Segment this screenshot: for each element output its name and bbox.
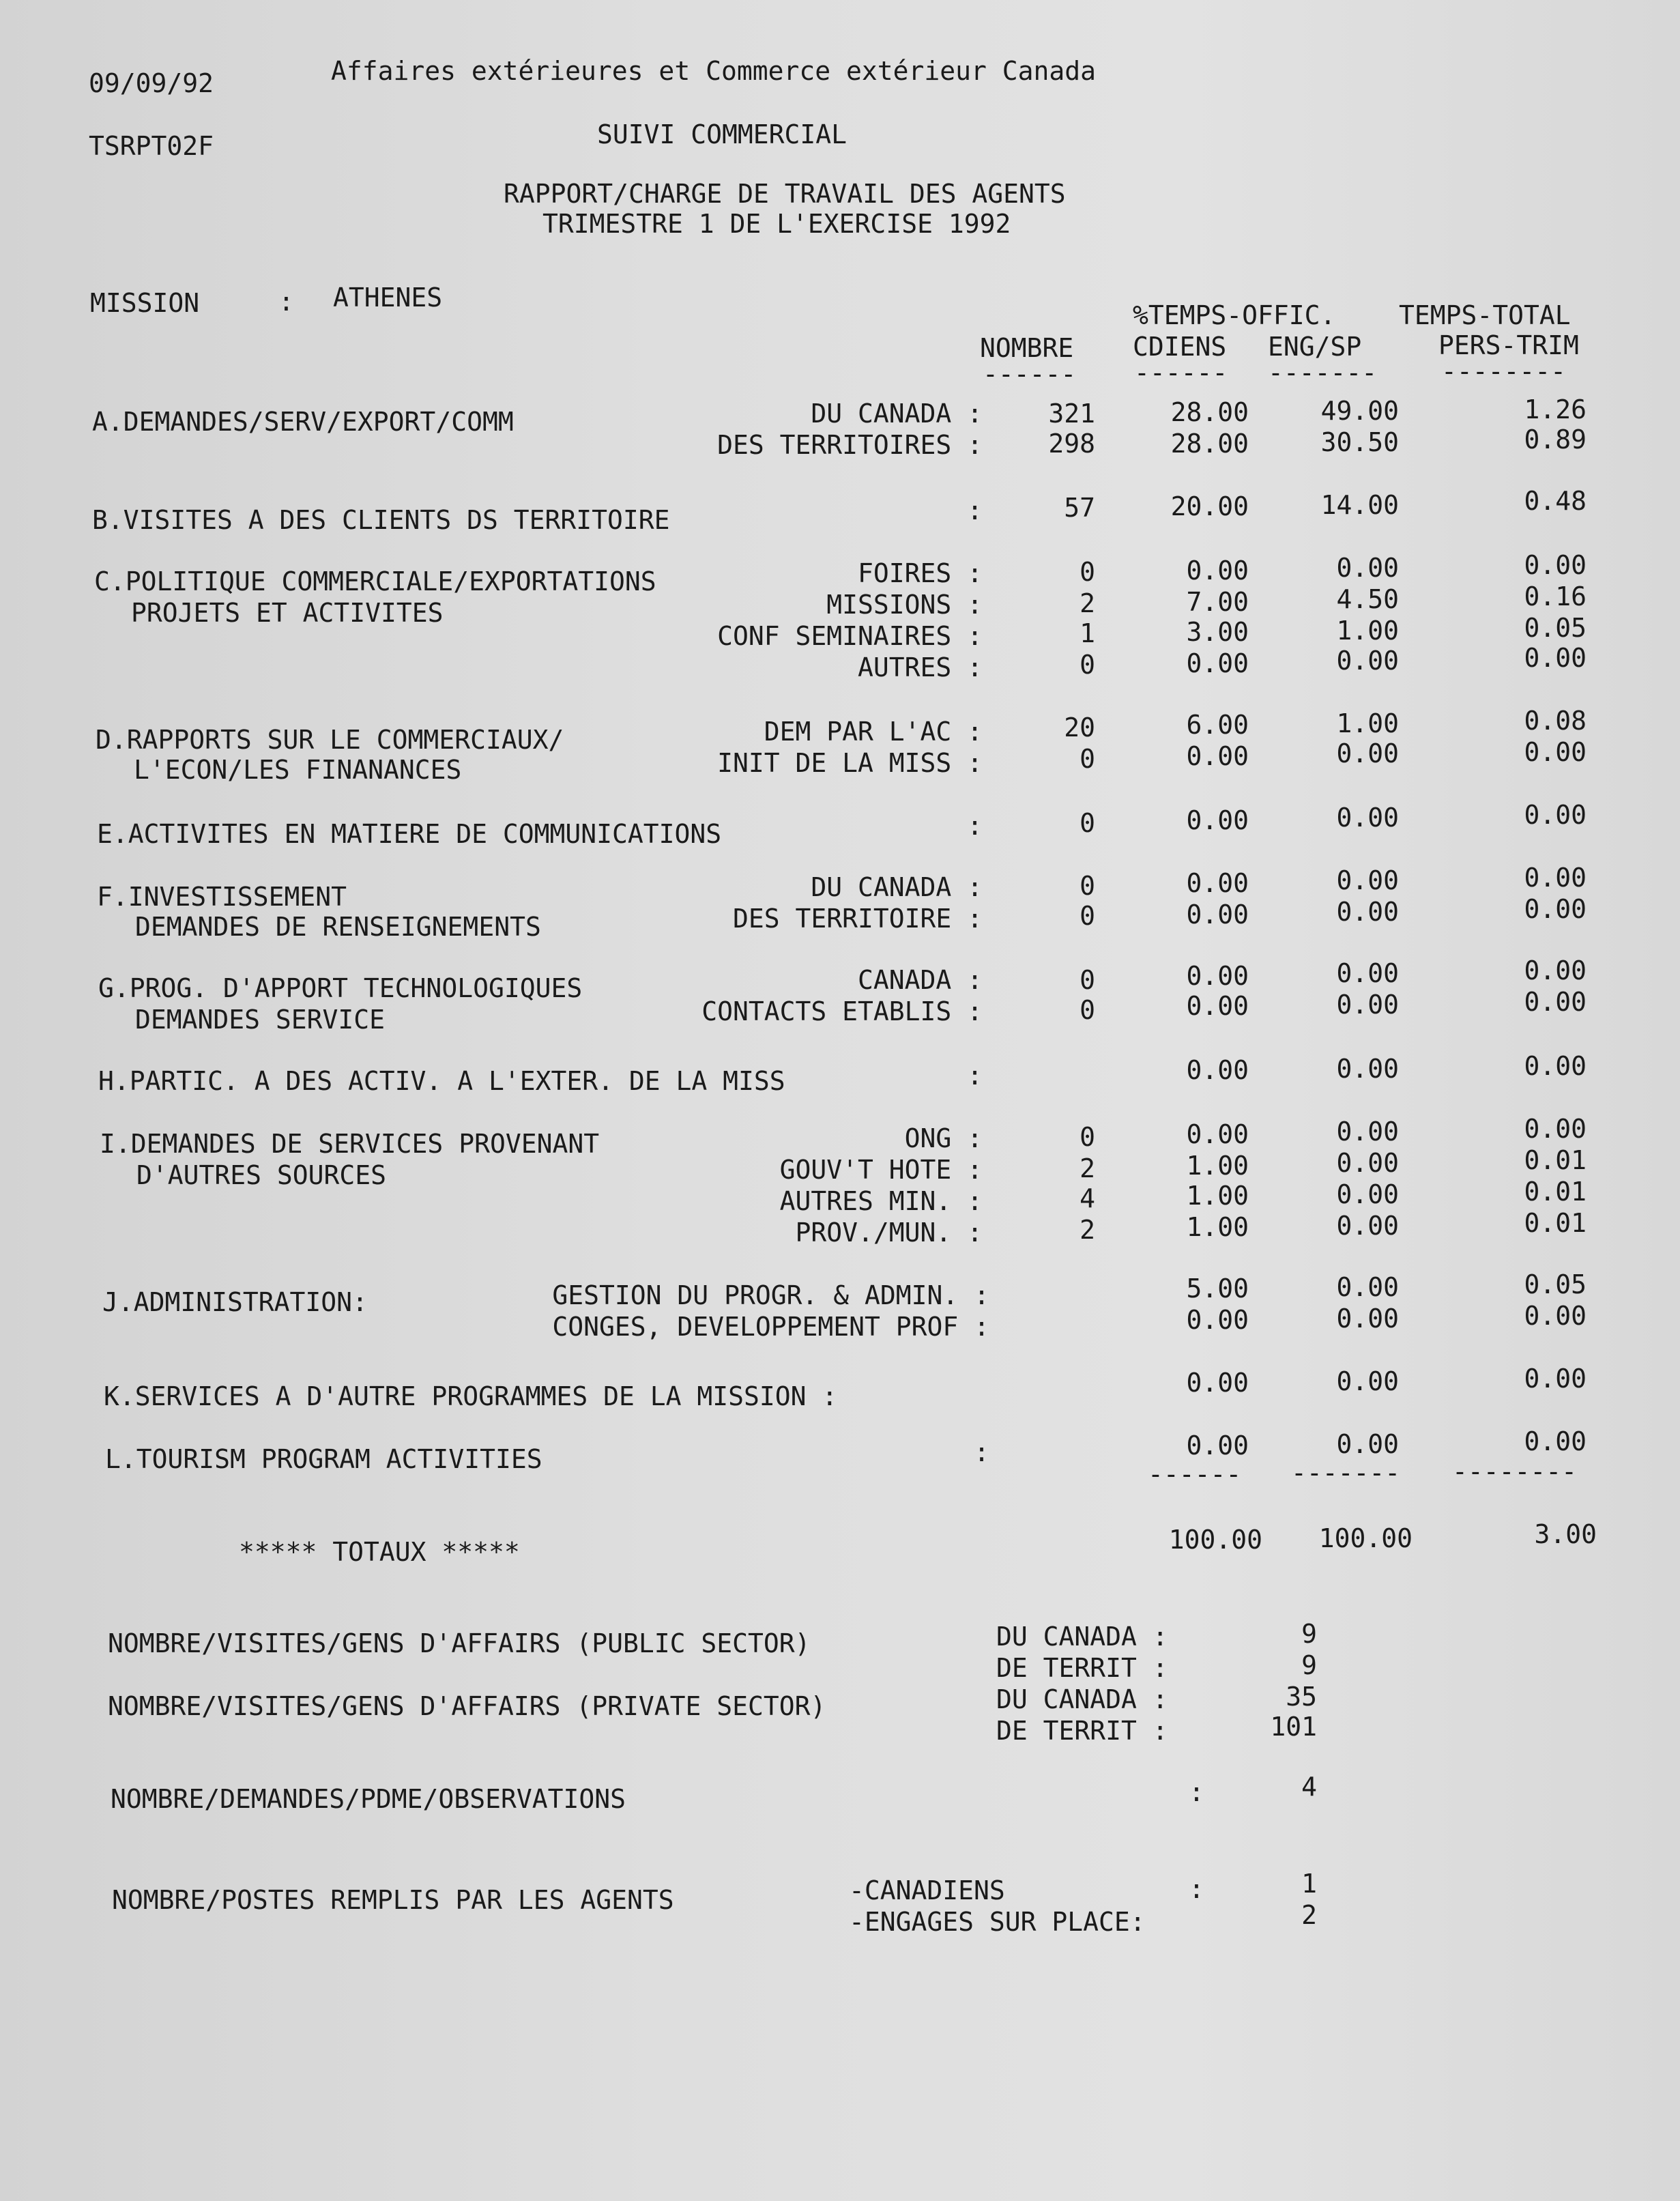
postes-engages-label: -ENGAGES SUR PLACE:: [849, 1907, 1146, 1937]
row-c1-cdiens: 0.00: [1186, 556, 1249, 586]
row-i1-sub: ONG :: [904, 1123, 983, 1153]
mission-separator: :: [278, 287, 294, 317]
row-k-perstrim: 0.00: [1524, 1364, 1587, 1394]
row-g1-engsp: 0.00: [1336, 958, 1399, 988]
row-f1-sub: DU CANADA :: [811, 872, 983, 902]
row-i1-cdiens: 0.00: [1186, 1119, 1249, 1149]
row-f-category: F.INVESTISSEMENT: [97, 882, 347, 912]
row-b-perstrim: 0.48: [1524, 486, 1587, 516]
totals-perstrim: 3.00: [1534, 1519, 1597, 1549]
row-b-engsp: 14.00: [1320, 490, 1399, 520]
col-header-engsp: ENG/SP: [1268, 332, 1362, 362]
row-g2-cdiens: 0.00: [1186, 991, 1249, 1021]
totals-dash-engsp: -------: [1291, 1458, 1401, 1488]
row-i-category-2: D'AUTRES SOURCES: [136, 1160, 387, 1190]
row-f1-nombre: 0: [1080, 871, 1095, 901]
row-i3-sub: AUTRES MIN. :: [779, 1186, 983, 1216]
row-i-category: I.DEMANDES DE SERVICES PROVENANT: [100, 1129, 600, 1159]
row-c4-sub: AUTRES :: [857, 652, 983, 682]
row-a1-perstrim: 1.26: [1524, 394, 1587, 425]
postes-engages-value: 2: [1301, 1900, 1317, 1930]
row-c1-nombre: 0: [1080, 557, 1095, 587]
row-b-cdiens: 20.00: [1170, 491, 1249, 521]
row-d1-perstrim: 0.08: [1524, 706, 1587, 736]
row-h-sub: :: [967, 1061, 983, 1091]
row-c1-perstrim: 0.00: [1524, 550, 1587, 580]
pdme-value: 4: [1301, 1772, 1317, 1802]
row-g2-perstrim: 0.00: [1524, 987, 1587, 1017]
postes-canadiens-label: -CANADIENS: [849, 1875, 1005, 1905]
row-d1-nombre: 20: [1064, 713, 1095, 743]
report-date: 09/09/92: [89, 68, 214, 98]
visits-public-canada-label: DU CANADA :: [996, 1622, 1168, 1652]
row-c3-nombre: 1: [1080, 618, 1095, 648]
row-d1-sub: DEM PAR L'AC :: [764, 717, 983, 747]
row-a2-sub: DES TERRITOIRES :: [717, 430, 983, 460]
row-g1-perstrim: 0.00: [1524, 955, 1587, 986]
row-i3-cdiens: 1.00: [1186, 1181, 1249, 1211]
mission-value: ATHENES: [333, 283, 443, 313]
row-a2-cdiens: 28.00: [1170, 429, 1249, 459]
row-e-perstrim: 0.00: [1524, 800, 1587, 830]
row-j2-engsp: 0.00: [1336, 1304, 1399, 1334]
row-i1-nombre: 0: [1080, 1122, 1095, 1152]
row-g1-sub: CANADA :: [857, 965, 983, 995]
row-i3-nombre: 4: [1080, 1183, 1095, 1213]
row-d2-engsp: 0.00: [1336, 738, 1399, 768]
row-c1-sub: FOIRES :: [857, 558, 983, 588]
row-d2-perstrim: 0.00: [1524, 737, 1587, 767]
system-name: SUIVI COMMERCIAL: [597, 119, 848, 149]
row-j2-cdiens: 0.00: [1186, 1305, 1249, 1335]
row-d2-nombre: 0: [1080, 744, 1095, 774]
row-b-sub: :: [967, 495, 983, 526]
totals-engsp: 100.00: [1318, 1523, 1413, 1553]
row-g2-sub: CONTACTS ETABLIS :: [701, 996, 983, 1026]
row-i1-perstrim: 0.00: [1524, 1114, 1587, 1144]
visits-private-label: NOMBRE/VISITES/GENS D'AFFAIRS (PRIVATE SECTOR): [108, 1691, 826, 1721]
row-b-nombre: 57: [1064, 493, 1095, 523]
row-a-category: A.DEMANDES/SERV/EXPORT/COMM: [92, 407, 514, 437]
col-header-temps-offic: %TEMPS-OFFIC.: [1133, 300, 1336, 330]
row-f2-engsp: 0.00: [1336, 897, 1399, 927]
row-c3-sub: CONF SEMINAIRES :: [717, 621, 983, 651]
row-e-category: E.ACTIVITES EN MATIERE DE COMMUNICATIONS: [97, 819, 722, 849]
row-h-category: H.PARTIC. A DES ACTIV. A L'EXTER. DE LA MISS: [98, 1066, 785, 1096]
row-c-category-2: PROJETS ET ACTIVITES: [131, 598, 444, 628]
visits-private-canada-label: DU CANADA :: [996, 1684, 1168, 1714]
row-l-perstrim: 0.00: [1524, 1426, 1587, 1456]
row-g1-nombre: 0: [1080, 965, 1095, 995]
row-a1-nombre: 321: [1048, 399, 1095, 429]
totals-cdiens: 100.00: [1168, 1525, 1262, 1555]
row-k-cdiens: 0.00: [1186, 1368, 1249, 1398]
row-c3-engsp: 1.00: [1336, 616, 1399, 646]
row-a2-perstrim: 0.89: [1524, 425, 1587, 455]
totals-dash-perstrim: --------: [1452, 1456, 1578, 1486]
row-d2-cdiens: 0.00: [1186, 741, 1249, 771]
row-j2-sub: CONGES, DEVELOPPEMENT PROF :: [552, 1312, 989, 1342]
row-e-cdiens: 0.00: [1186, 805, 1249, 835]
row-e-nombre: 0: [1080, 808, 1095, 838]
row-i2-perstrim: 0.01: [1524, 1145, 1587, 1175]
row-k-category: K.SERVICES A D'AUTRE PROGRAMMES DE LA MISSION :: [104, 1381, 838, 1411]
row-i2-cdiens: 1.00: [1186, 1151, 1249, 1181]
row-c3-perstrim: 0.05: [1524, 613, 1587, 643]
organization-name: Affaires extérieures et Commerce extérieur Canada: [331, 56, 1097, 86]
row-a1-cdiens: 28.00: [1170, 397, 1249, 427]
row-h-perstrim: 0.00: [1524, 1051, 1587, 1081]
col-header-nombre: NOMBRE: [980, 333, 1074, 363]
row-i2-engsp: 0.00: [1336, 1148, 1399, 1178]
row-i2-sub: GOUV'T HOTE :: [779, 1155, 983, 1185]
row-g1-cdiens: 0.00: [1186, 961, 1249, 991]
row-f1-engsp: 0.00: [1336, 865, 1399, 895]
row-g2-engsp: 0.00: [1336, 990, 1399, 1020]
report-title: RAPPORT/CHARGE DE TRAVAIL DES AGENTS: [504, 179, 1066, 209]
visits-public-territ-label: DE TERRIT :: [996, 1653, 1168, 1683]
row-f2-sub: DES TERRITOIRE :: [732, 904, 983, 934]
row-j1-sub: GESTION DU PROGR. & ADMIN. :: [552, 1280, 989, 1310]
postes-canadiens-value: 1: [1301, 1869, 1317, 1899]
row-i4-cdiens: 1.00: [1186, 1212, 1249, 1242]
report-code: TSRPT02F: [89, 131, 214, 161]
visits-public-label: NOMBRE/VISITES/GENS D'AFFAIRS (PUBLIC SECTOR): [108, 1628, 811, 1658]
row-i1-engsp: 0.00: [1336, 1117, 1399, 1147]
row-f1-cdiens: 0.00: [1186, 868, 1249, 898]
row-a2-engsp: 30.50: [1320, 427, 1399, 457]
col-header-perstrim: PERS-TRIM: [1438, 330, 1579, 360]
row-j1-cdiens: 5.00: [1186, 1274, 1249, 1304]
col-dash-perstrim: --------: [1441, 356, 1567, 386]
row-c2-cdiens: 7.00: [1186, 587, 1249, 617]
row-d-category-2: L'ECON/LES FINANANCES: [134, 755, 462, 785]
row-h-engsp: 0.00: [1336, 1054, 1399, 1084]
row-c4-engsp: 0.00: [1336, 646, 1399, 676]
row-i3-engsp: 0.00: [1336, 1179, 1399, 1209]
row-b-category: B.VISITES A DES CLIENTS DS TERRITOIRE: [92, 505, 670, 535]
row-d1-cdiens: 6.00: [1186, 710, 1249, 740]
row-c2-engsp: 4.50: [1336, 584, 1399, 614]
row-a1-sub: DU CANADA :: [811, 399, 983, 429]
row-i3-perstrim: 0.01: [1524, 1177, 1587, 1207]
row-a1-engsp: 49.00: [1320, 396, 1399, 426]
visits-private-territ-label: DE TERRIT :: [996, 1716, 1168, 1746]
row-f-category-2: DEMANDES DE RENSEIGNEMENTS: [135, 912, 541, 942]
row-f1-perstrim: 0.00: [1524, 863, 1587, 893]
row-f2-perstrim: 0.00: [1524, 894, 1587, 924]
row-e-engsp: 0.00: [1336, 803, 1399, 833]
report-period: TRIMESTRE 1 DE L'EXERCISE 1992: [542, 209, 1011, 239]
row-d1-engsp: 1.00: [1336, 708, 1399, 738]
row-g-category-2: DEMANDES SERVICE: [135, 1005, 386, 1035]
row-c-category: C.POLITIQUE COMMERCIALE/EXPORTATIONS: [94, 566, 656, 596]
row-a2-nombre: 298: [1048, 429, 1095, 459]
row-k-engsp: 0.00: [1336, 1366, 1399, 1396]
mission-label: MISSION: [90, 288, 200, 318]
row-c1-engsp: 0.00: [1336, 553, 1399, 583]
row-l-category: L.TOURISM PROGRAM ACTIVITIES: [105, 1444, 542, 1474]
visits-private-territ-value: 101: [1270, 1712, 1317, 1742]
col-header-temps-total: TEMPS-TOTAL: [1399, 300, 1571, 330]
row-c2-perstrim: 0.16: [1524, 581, 1587, 612]
visits-public-territ-value: 9: [1301, 1650, 1317, 1680]
row-c2-nombre: 2: [1080, 588, 1095, 618]
row-c3-cdiens: 3.00: [1186, 617, 1249, 647]
row-i4-sub: PROV./MUN. :: [795, 1218, 983, 1248]
row-g-category: G.PROG. D'APPORT TECHNOLOGIQUES: [98, 973, 583, 1003]
pdme-separator: :: [1189, 1777, 1204, 1807]
row-l-engsp: 0.00: [1336, 1429, 1399, 1459]
col-dash-engsp: -------: [1268, 358, 1378, 388]
row-i4-nombre: 2: [1080, 1215, 1095, 1245]
row-l-cdiens: 0.00: [1186, 1430, 1249, 1461]
col-dash-nombre: ------: [983, 359, 1077, 389]
visits-public-canada-value: 9: [1301, 1619, 1317, 1649]
row-g2-nombre: 0: [1080, 995, 1095, 1025]
row-i2-nombre: 2: [1080, 1153, 1095, 1183]
col-dash-cdiens: ------: [1134, 358, 1228, 388]
row-j-category: J.ADMINISTRATION:: [102, 1287, 368, 1317]
row-f2-cdiens: 0.00: [1186, 900, 1249, 930]
row-j1-engsp: 0.00: [1336, 1272, 1399, 1302]
col-header-cdiens: CDIENS: [1133, 332, 1227, 362]
row-c2-sub: MISSIONS :: [826, 590, 983, 620]
row-c4-nombre: 0: [1080, 650, 1095, 680]
row-f2-nombre: 0: [1080, 901, 1095, 931]
row-j1-perstrim: 0.05: [1524, 1269, 1587, 1299]
row-c4-cdiens: 0.00: [1186, 648, 1249, 678]
totals-dash-cdiens: ------: [1148, 1459, 1242, 1489]
row-i4-perstrim: 0.01: [1524, 1208, 1587, 1238]
row-d-category: D.RAPPORTS SUR LE COMMERCIAUX/: [96, 725, 564, 755]
row-h-cdiens: 0.00: [1186, 1055, 1249, 1085]
row-e-sub: :: [967, 811, 983, 841]
row-l-sub: :: [974, 1437, 989, 1467]
row-j2-perstrim: 0.00: [1524, 1301, 1587, 1331]
totals-label: ***** TOTAUX *****: [239, 1537, 520, 1567]
pdme-label: NOMBRE/DEMANDES/PDME/OBSERVATIONS: [111, 1784, 626, 1814]
postes-label: NOMBRE/POSTES REMPLIS PAR LES AGENTS: [112, 1885, 674, 1915]
row-d2-sub: INIT DE LA MISS :: [717, 748, 983, 778]
visits-private-canada-value: 35: [1286, 1682, 1317, 1712]
row-i4-engsp: 0.00: [1336, 1211, 1399, 1241]
postes-canadiens-separator: :: [1189, 1874, 1204, 1904]
row-c4-perstrim: 0.00: [1524, 643, 1587, 673]
